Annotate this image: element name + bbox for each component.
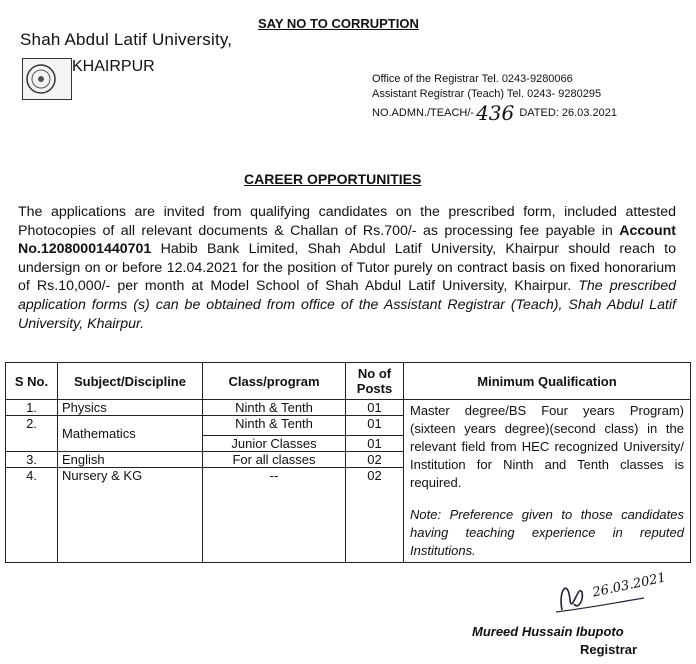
table-row xyxy=(6,400,691,416)
signature xyxy=(548,570,688,624)
header-qualification: Minimum Qualification xyxy=(404,363,691,400)
paragraph-part-1: The applications are invited from qualifying candidates on the prescribed form, included attested Photocopies of all relevant documents & Challan of Rs.700/- as processing fee payable in xyxy=(18,204,676,239)
signer-designation: Registrar xyxy=(580,642,638,657)
sno-cell: 4. xyxy=(6,468,58,563)
posts-cell: 01 xyxy=(346,436,404,452)
registrar-office-line: Office of the Registrar Tel. 0243-9280066 xyxy=(372,73,573,85)
header-posts: No of Posts xyxy=(346,363,404,400)
posts-cell: 02 xyxy=(346,468,404,563)
header-subject: Subject/Discipline xyxy=(58,363,203,400)
signature-date: 26.03.2021 xyxy=(591,570,668,601)
subject-cell: Physics xyxy=(58,400,203,416)
university-logo xyxy=(22,58,72,100)
sno-cell: 2. xyxy=(6,416,58,452)
class-cell: Junior Classes xyxy=(203,436,346,452)
reference-number: 436 xyxy=(476,101,515,125)
account-number: Account No.12080001440701 xyxy=(18,222,676,258)
class-cell: Ninth & Tenth xyxy=(203,416,346,436)
class-cell: -- xyxy=(203,468,346,563)
university-name: Shah Abdul Latif University, xyxy=(20,30,233,49)
signer-name: Mureed Hussain Ibupoto xyxy=(472,624,624,639)
posts-table xyxy=(5,362,691,563)
paragraph-italic: The prescribed application forms (s) can be obtained from office of the Assistant Registrar (Teach), Shah Abdul Latif University, Khairpur. xyxy=(18,278,676,332)
posts-cell: 01 xyxy=(346,400,404,416)
subject-cell: English xyxy=(58,452,203,468)
subject-cell: Nursery & KG xyxy=(58,468,203,563)
university-city: KHAIRPUR xyxy=(72,58,155,75)
reference-prefix: NO.ADMN./TEACH/- xyxy=(372,107,475,119)
table-header-row xyxy=(6,363,691,400)
qualification-text: Master degree/BS Four years Program) (sixteen years degree)(second class) in the relevant field from HEC recognized University/ Institution for Ninth and Tenth classes is required. xyxy=(410,403,684,490)
dated-label: DATED: 26.03.2021 xyxy=(519,107,617,119)
class-cell: For all classes xyxy=(203,452,346,468)
reference-line xyxy=(372,101,617,125)
posts-cell: 02 xyxy=(346,452,404,468)
page-title: CAREER OPPORTUNITIES xyxy=(244,171,422,187)
subject-cell: Mathematics xyxy=(58,416,203,452)
sno-cell: 3. xyxy=(6,452,58,468)
class-cell: Ninth & Tenth xyxy=(203,400,346,416)
office-contacts xyxy=(372,72,617,125)
header-class: Class/program xyxy=(203,363,346,400)
slogan: SAY NO TO CORRUPTION xyxy=(258,16,419,31)
assistant-registrar-line: Assistant Registrar (Teach) Tel. 0243- 9280295 xyxy=(372,88,602,100)
qualification-note: Note: Preference given to those candidates having teaching experience in reputed Institutions. xyxy=(410,507,684,558)
header-sno: S No. xyxy=(6,363,58,400)
sno-cell: 1. xyxy=(6,400,58,416)
paragraph-part-2: Habib Bank Limited, Shah Abdul Latif University, Khairpur should reach to undersign on or before 12.04.2021 for the position of Tutor purely on contract basis on fixed honorarium of Rs.10,000/- per month at Model School of Shah Abdul Latif University, Khairpur. xyxy=(18,241,676,295)
qualification-cell xyxy=(404,400,691,563)
advertisement-paragraph xyxy=(18,203,676,333)
posts-cell: 01 xyxy=(346,416,404,436)
